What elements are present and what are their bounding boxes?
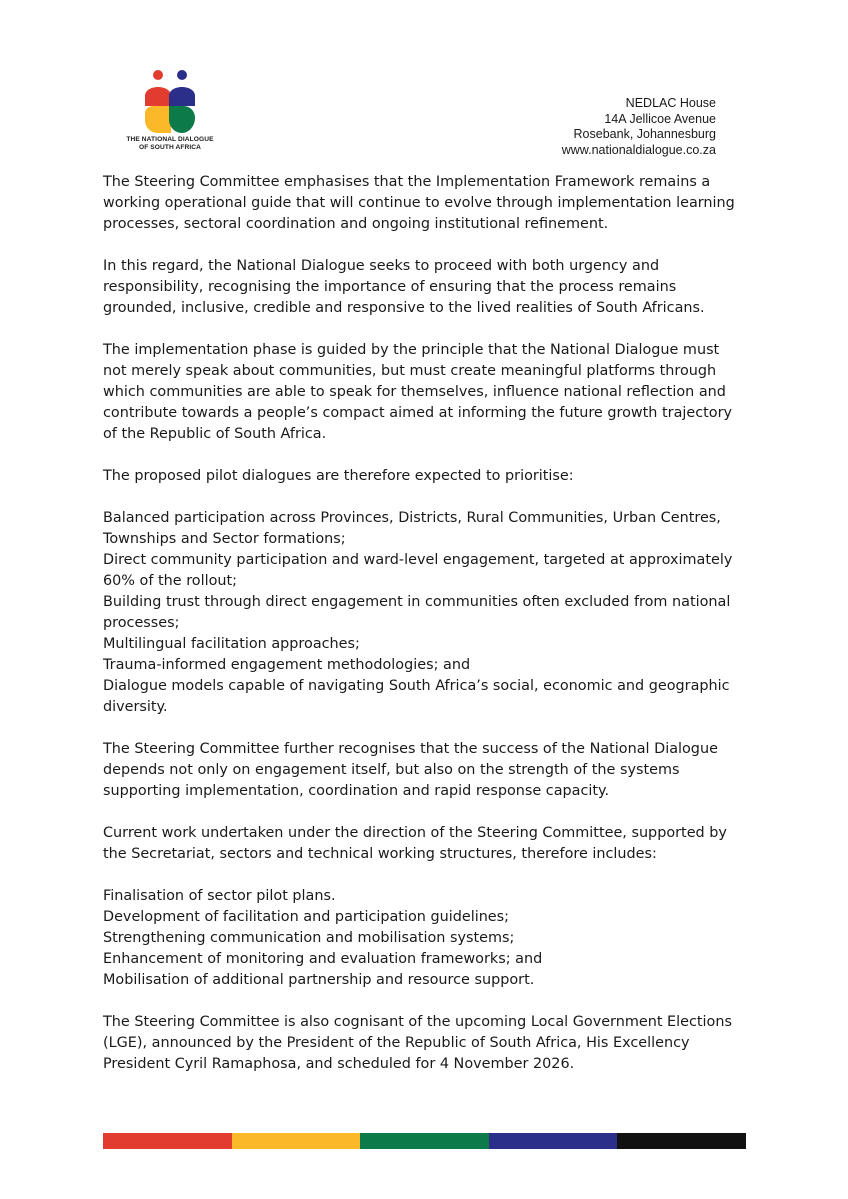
paragraph-5 xyxy=(103,739,753,802)
text-line: working operational guide that will continue to evolve through implementation learning xyxy=(103,195,735,211)
text-line: supporting implementation, coordination and rapid response capacity. xyxy=(103,783,610,799)
paragraph-1 xyxy=(103,172,753,235)
text-line: Current work undertaken under the direction of the Steering Committee, supported by xyxy=(103,825,727,841)
address-block xyxy=(562,96,716,158)
text-line: processes, sectoral coordination and ongoing institutional refinement. xyxy=(103,216,609,232)
logo-text-line1: THE NATIONAL DIALOGUE xyxy=(126,136,214,143)
logo-text-line2: OF SOUTH AFRICA xyxy=(138,144,202,151)
list-item: processes; xyxy=(103,615,180,631)
address-line-1: NEDLAC House xyxy=(625,96,716,110)
stripe-green xyxy=(360,1133,489,1149)
list-item: Enhancement of monitoring and evaluation frameworks; and xyxy=(103,951,543,967)
list-item: Building trust through direct engagement in communities often excluded from national xyxy=(103,594,731,610)
paragraph-3 xyxy=(103,340,753,445)
stripe-yellow xyxy=(232,1133,361,1149)
paragraph-6 xyxy=(103,823,753,865)
footer-color-stripe xyxy=(103,1133,746,1149)
paragraph-7 xyxy=(103,1012,753,1075)
text-line: the Secretariat, sectors and technical working structures, therefore includes: xyxy=(103,846,657,862)
letter-body xyxy=(103,172,753,1096)
website-link[interactable]: www.nationaldialogue.co.za xyxy=(561,142,716,157)
priority-list xyxy=(103,508,753,718)
paragraph-2 xyxy=(103,256,753,319)
text-line: The Steering Committee is also cognisant of the upcoming Local Government Elections xyxy=(103,1014,732,1030)
stripe-black xyxy=(617,1133,746,1149)
list-item: Balanced participation across Provinces, Districts, Rural Communities, Urban Centres, xyxy=(103,510,721,526)
text-line: The Steering Committee further recognises that the success of the National Dialogue xyxy=(103,741,718,757)
text-line: (LGE), announced by the President of the Republic of South Africa, His Excellency xyxy=(103,1035,690,1051)
list-item: diversity. xyxy=(103,699,168,715)
logo-figures-icon xyxy=(139,60,201,136)
list-item: Mobilisation of additional partnership and resource support. xyxy=(103,972,535,988)
work-list xyxy=(103,886,753,991)
text-line: In this regard, the National Dialogue seeks to proceed with both urgency and xyxy=(103,258,660,274)
stripe-blue xyxy=(489,1133,618,1149)
paragraph-4: The proposed pilot dialogues are therefore expected to prioritise: xyxy=(103,468,574,484)
text-line: responsibility, recognising the importance of ensuring that the process remains xyxy=(103,279,677,295)
list-item: Development of facilitation and participation guidelines; xyxy=(103,909,510,925)
stripe-red xyxy=(103,1133,232,1149)
text-line: which communities are able to speak for themselves, influence national reflection and xyxy=(103,384,726,400)
text-line: The implementation phase is guided by the principle that the National Dialogue must xyxy=(103,342,720,358)
list-item: Finalisation of sector pilot plans. xyxy=(103,888,336,904)
list-item: Trauma-informed engagement methodologies; and xyxy=(103,657,471,673)
text-line: contribute towards a people’s compact aimed at informing the future growth trajectory xyxy=(103,405,733,421)
list-item: Dialogue models capable of navigating South Africa’s social, economic and geographic xyxy=(103,678,730,694)
address-line-2: 14A Jellicoe Avenue xyxy=(604,111,716,126)
text-line: President Cyril Ramaphosa, and scheduled for 4 November 2026. xyxy=(103,1056,575,1072)
list-item: Townships and Sector formations; xyxy=(103,531,346,547)
list-item: Strengthening communication and mobilisation systems; xyxy=(103,930,515,946)
text-line: of the Republic of South Africa. xyxy=(103,426,327,442)
list-item: 60% of the rollout; xyxy=(103,573,238,589)
text-line: grounded, inclusive, credible and responsive to the lived realities of South Africans. xyxy=(103,300,705,316)
text-line: depends not only on engagement itself, but also on the strength of the systems xyxy=(103,762,680,778)
text-line: not merely speak about communities, but must create meaningful platforms through xyxy=(103,363,717,379)
address-line-3: Rosebank, Johannesburg xyxy=(573,127,716,142)
list-item: Multilingual facilitation approaches; xyxy=(103,636,360,652)
list-item: Direct community participation and ward-level engagement, targeted at approximately xyxy=(103,552,733,568)
text-line: The Steering Committee emphasises that the Implementation Framework remains a xyxy=(103,174,711,190)
national-dialogue-logo xyxy=(115,60,225,168)
